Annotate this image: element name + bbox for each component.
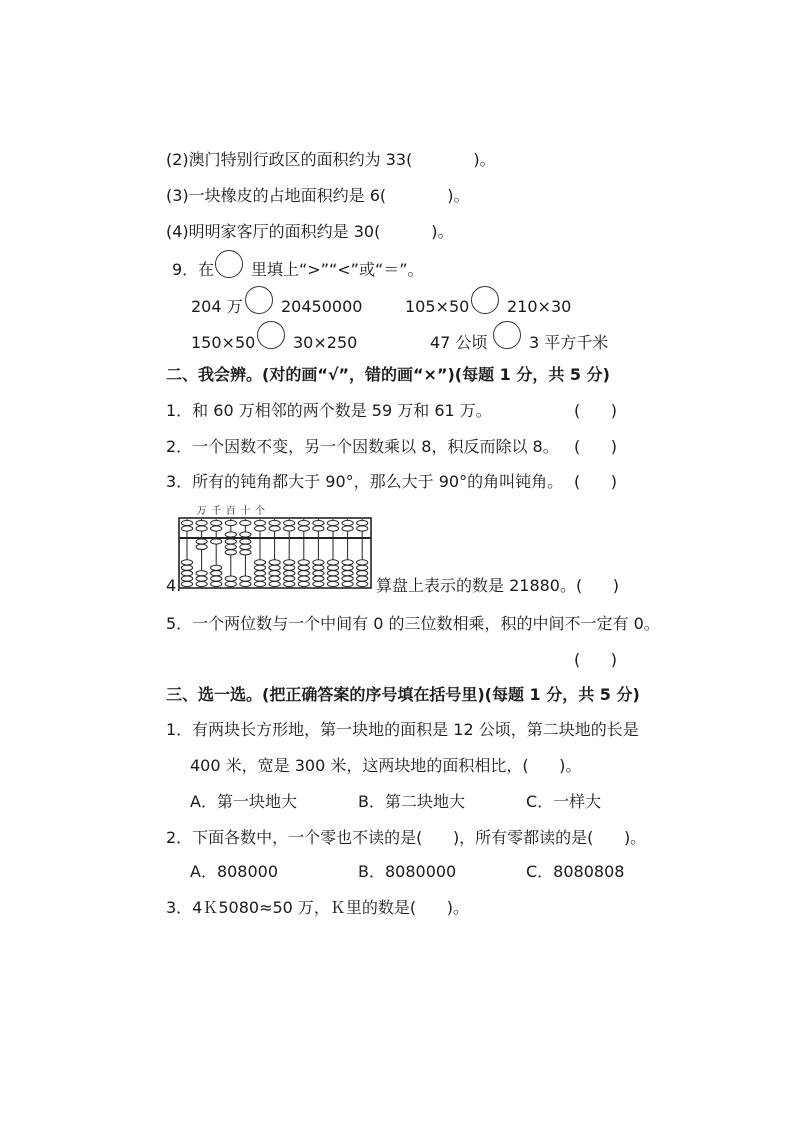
abacus-bead [181, 526, 192, 531]
abacus-bead [357, 560, 368, 565]
abacus-bead [342, 520, 353, 525]
q8-item-3: (3)一块橡皮的占地面积约是 6( )。 [166, 186, 470, 205]
q9-pair-1-right: 20450000 [281, 297, 363, 316]
abacus-bead [357, 571, 368, 576]
abacus-bead [181, 581, 192, 586]
abacus-bead [269, 526, 280, 531]
abacus-bead [298, 565, 309, 570]
abacus-bead [298, 571, 309, 576]
abacus-bead [327, 520, 338, 525]
abacus-bead [327, 576, 338, 581]
judge-item-3: 3．所有的钝角都大于 90°，那么大于 90°的角叫钝角。 [166, 472, 564, 491]
abacus-bead [298, 520, 309, 525]
section-3-heading: 三、选一选。(把正确答案的序号填在括号里)(每题 1 分，共 5 分) [166, 685, 640, 704]
judge-item-4-number: 4. [166, 576, 182, 595]
abacus-bead [313, 526, 324, 531]
abacus-bead [225, 532, 236, 537]
answer-paren[interactable]: ( ) [574, 437, 617, 456]
abacus-bead [342, 526, 353, 531]
abacus-bead [313, 571, 324, 576]
abacus-bead [298, 560, 309, 565]
compare-circle-icon[interactable] [257, 321, 285, 349]
abacus-bead [211, 581, 222, 586]
abacus-bead [269, 576, 280, 581]
choice-q2-option-a[interactable]: A．808000 [190, 862, 279, 881]
q8-item-4: (4)明明家客厅的面积约是 30( )。 [166, 222, 454, 241]
abacus-bead [298, 581, 309, 586]
abacus-bead [327, 560, 338, 565]
abacus-bead [240, 532, 251, 537]
abacus-bead [357, 565, 368, 570]
abacus-bead [225, 581, 236, 586]
abacus-bead [342, 560, 353, 565]
choice-q1-line1: 1．有两块长方形地，第一块地的面积是 12 公顷，第二块地的长是 [166, 720, 639, 739]
abacus-bead [298, 576, 309, 581]
abacus-bead [342, 576, 353, 581]
abacus-bead [357, 526, 368, 531]
abacus-bead [196, 544, 207, 549]
abacus-figure [178, 504, 373, 590]
abacus-bead [211, 539, 222, 544]
abacus-place-label: 十 [240, 506, 251, 517]
abacus-bead [327, 565, 338, 570]
abacus-bead [240, 576, 251, 581]
compare-circle-icon[interactable] [471, 286, 499, 314]
abacus-bead [225, 576, 236, 581]
answer-paren[interactable]: ( ) [574, 401, 617, 420]
abacus-bead [225, 520, 236, 525]
choice-q2-line: 2．下面各数中，一个零也不读的是( )，所有零都读的是( )。 [166, 828, 647, 847]
choice-q1-option-c[interactable]: C．一样大 [526, 792, 602, 811]
abacus-bead [254, 520, 265, 525]
abacus-bead [327, 581, 338, 586]
abacus-bead [342, 571, 353, 576]
judge-item-1: 1．和 60 万相邻的两个数是 59 万和 61 万。 [166, 401, 492, 420]
q9-pair-4-right: 3 平方千米 [529, 333, 609, 352]
abacus-bead [240, 581, 251, 586]
abacus-bead [211, 565, 222, 570]
abacus-bead [240, 550, 251, 555]
abacus-bead [196, 576, 207, 581]
abacus-bead [196, 539, 207, 544]
choice-q1-option-a[interactable]: A．第一块地大 [190, 792, 297, 811]
abacus-bead [211, 526, 222, 531]
abacus-bead [225, 544, 236, 549]
abacus-bead [269, 560, 280, 565]
abacus-bead [225, 550, 236, 555]
abacus-bead [181, 571, 192, 576]
q9-pair-2-right: 210×30 [507, 297, 572, 316]
abacus-bead [284, 576, 295, 581]
q9-pair-3-right: 30×250 [293, 333, 358, 352]
compare-circle-icon[interactable] [493, 321, 521, 349]
abacus-bead [298, 526, 309, 531]
abacus-bead [240, 544, 251, 549]
abacus-place-label: 百 [225, 506, 236, 517]
abacus-place-label: 万 [196, 506, 207, 517]
abacus-bead [284, 581, 295, 586]
q9-pair-3-left: 150×50 [191, 333, 256, 352]
abacus-bead [269, 520, 280, 525]
compare-circle-icon[interactable] [245, 286, 273, 314]
q9-pair-1-left: 204 万 [191, 297, 243, 316]
q9-pair-4-left: 47 公顷 [430, 333, 488, 352]
abacus-bead [254, 581, 265, 586]
abacus-bead [181, 576, 192, 581]
abacus-bead [269, 571, 280, 576]
abacus-bead [196, 571, 207, 576]
abacus-bead [269, 581, 280, 586]
abacus-bead [327, 571, 338, 576]
abacus-bead [240, 520, 251, 525]
abacus-bead [211, 520, 222, 525]
answer-paren[interactable]: ( ) [574, 472, 617, 491]
choice-q3-line: 3．4Ｋ5080≈50 万，Ｋ里的数是( )。 [166, 898, 469, 917]
abacus-bead [181, 565, 192, 570]
q9-prefix: 9．在 [172, 260, 215, 279]
abacus-bead [284, 520, 295, 525]
choice-q1-option-b[interactable]: B．第二块地大 [358, 792, 465, 811]
abacus-bead [313, 576, 324, 581]
abacus-bead [313, 560, 324, 565]
abacus-bead [196, 581, 207, 586]
abacus-bead [284, 526, 295, 531]
abacus-bead [254, 565, 265, 570]
abacus-bead [254, 560, 265, 565]
abacus-bead [269, 565, 280, 570]
abacus-place-label: 个 [255, 506, 265, 517]
judge-item-5: 5．一个两位数与一个中间有 0 的三位数相乘，积的中间不一定有 0。 [166, 614, 660, 633]
abacus-bead [211, 571, 222, 576]
blank-circle-icon[interactable] [215, 250, 243, 278]
abacus-bead [196, 520, 207, 525]
judge-item-2: 2．一个因数不变，另一个因数乘以 8，积反而除以 8。 [166, 437, 559, 456]
abacus-bead [284, 571, 295, 576]
abacus-bead [313, 565, 324, 570]
abacus-bead [254, 576, 265, 581]
abacus-bead [254, 526, 265, 531]
abacus-bead [313, 581, 324, 586]
abacus-bead [357, 520, 368, 525]
abacus-bead [181, 560, 192, 565]
abacus-bead [211, 576, 222, 581]
abacus-bead [196, 526, 207, 531]
judge-item-4-text: 算盘上表示的数是 21880。( ) [376, 576, 619, 595]
abacus-bead [357, 576, 368, 581]
abacus-place-label: 千 [211, 506, 222, 517]
abacus-bead [225, 539, 236, 544]
q8-item-2: (2)澳门特别行政区的面积约为 33( )。 [166, 150, 496, 169]
abacus-bead [284, 560, 295, 565]
choice-q2-option-b[interactable]: B．8080000 [358, 862, 457, 881]
abacus-bead [284, 565, 295, 570]
choice-q1-line2: 400 米，宽是 300 米，这两块地的面积相比，( )。 [190, 756, 582, 775]
section-2-heading: 二、我会辨。(对的画“√”，错的画“×”)(每题 1 分，共 5 分) [166, 365, 610, 384]
abacus-bead [254, 571, 265, 576]
abacus-bead [342, 581, 353, 586]
choice-q2-option-c[interactable]: C．8080808 [526, 862, 625, 881]
q9-instruction: 里填上“>”“<”或“＝”。 [251, 260, 424, 279]
abacus-bead [327, 526, 338, 531]
abacus-bead [240, 539, 251, 544]
abacus-bead [342, 565, 353, 570]
answer-paren[interactable]: ( ) [574, 650, 617, 669]
q9-pair-2-left: 105×50 [405, 297, 470, 316]
abacus-bead [313, 520, 324, 525]
abacus-bead [357, 581, 368, 586]
abacus-bead [181, 520, 192, 525]
